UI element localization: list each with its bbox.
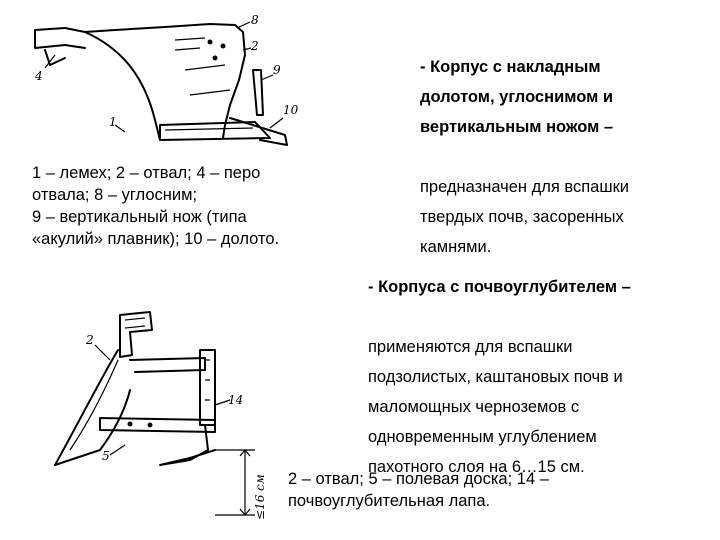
figure1-label-10: 10	[283, 103, 299, 117]
figure2-label-2: 2	[86, 333, 94, 347]
paragraph-chisel-heading: - Корпус с накладным долотом, углоснимом и вертикальным ножом –	[420, 58, 614, 136]
figure2-label-5: 5	[102, 449, 110, 463]
paragraph-subsoiler-body-text: применяются для вспашки подзолистых, каштановых почв и маломощных черноземов с одновременным углублением пахотного слоя на 6…15 см.	[368, 338, 623, 476]
figure1-label-9: 9	[273, 63, 281, 77]
paragraph-chisel-body-text: предназначен для вспашки твердых почв, засоренных камнями.	[420, 178, 630, 256]
figure1-label-4: 4	[35, 69, 43, 83]
plough-body-figure-1	[25, 10, 325, 160]
figure1-label-1: 1	[109, 115, 117, 129]
figure2-depth-label: ≤16 см	[253, 474, 267, 520]
paragraph-subsoiler-heading: - Корпуса с почвоуглубителем –	[368, 278, 631, 296]
figure1-label-8: 8	[251, 13, 259, 27]
caption-figure-1: 1 – лемех; 2 – отвал; 4 – перо отвала; 8 – углосним; 9 – вертикальный нож (типа «акулий» плавник); 10 – долото.	[32, 164, 280, 248]
figure1-label-2: 2	[251, 39, 259, 53]
figure2-label-14: 14	[228, 393, 244, 407]
caption-figure-2: 2 – отвал; 5 – полевая доска; 14 – почвоуглубительная лапа.	[288, 470, 549, 510]
plough-body-figure-2	[40, 300, 270, 535]
